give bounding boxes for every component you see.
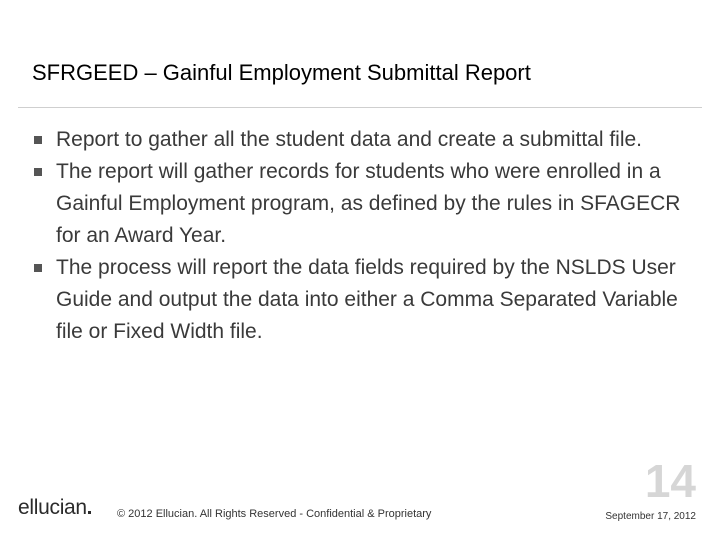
footer-date: September 17, 2012 [605, 511, 696, 522]
slide-title: SFRGEED – Gainful Employment Submittal Report [32, 60, 531, 85]
bullet-text: The process will report the data fields required by the NSLDS User Guide and output the data into either a Comma Separated Variable file or Fixed Width file. [56, 256, 678, 343]
logo-text: ellucian [18, 496, 87, 519]
bullet-list [34, 124, 694, 348]
bullet-text: The report will gather records for students who were enrolled in a Gainful Employment program, as defined by the rules in SFAGECR for an Award Year. [56, 160, 681, 247]
copyright-notice: © 2012 Ellucian. All Rights Reserved - Confidential & Proprietary [117, 508, 432, 520]
logo-dot-icon [88, 511, 91, 514]
bullet-item [34, 252, 694, 348]
square-bullet-icon [34, 264, 42, 272]
bullet-item [34, 124, 694, 156]
page-number: 14 [644, 455, 696, 507]
bullet-item [34, 156, 694, 252]
title-divider [18, 107, 702, 108]
square-bullet-icon [34, 168, 42, 176]
bullet-text: Report to gather all the student data and create a submittal file. [56, 128, 643, 151]
square-bullet-icon [34, 136, 42, 144]
ellucian-logo [18, 496, 91, 520]
